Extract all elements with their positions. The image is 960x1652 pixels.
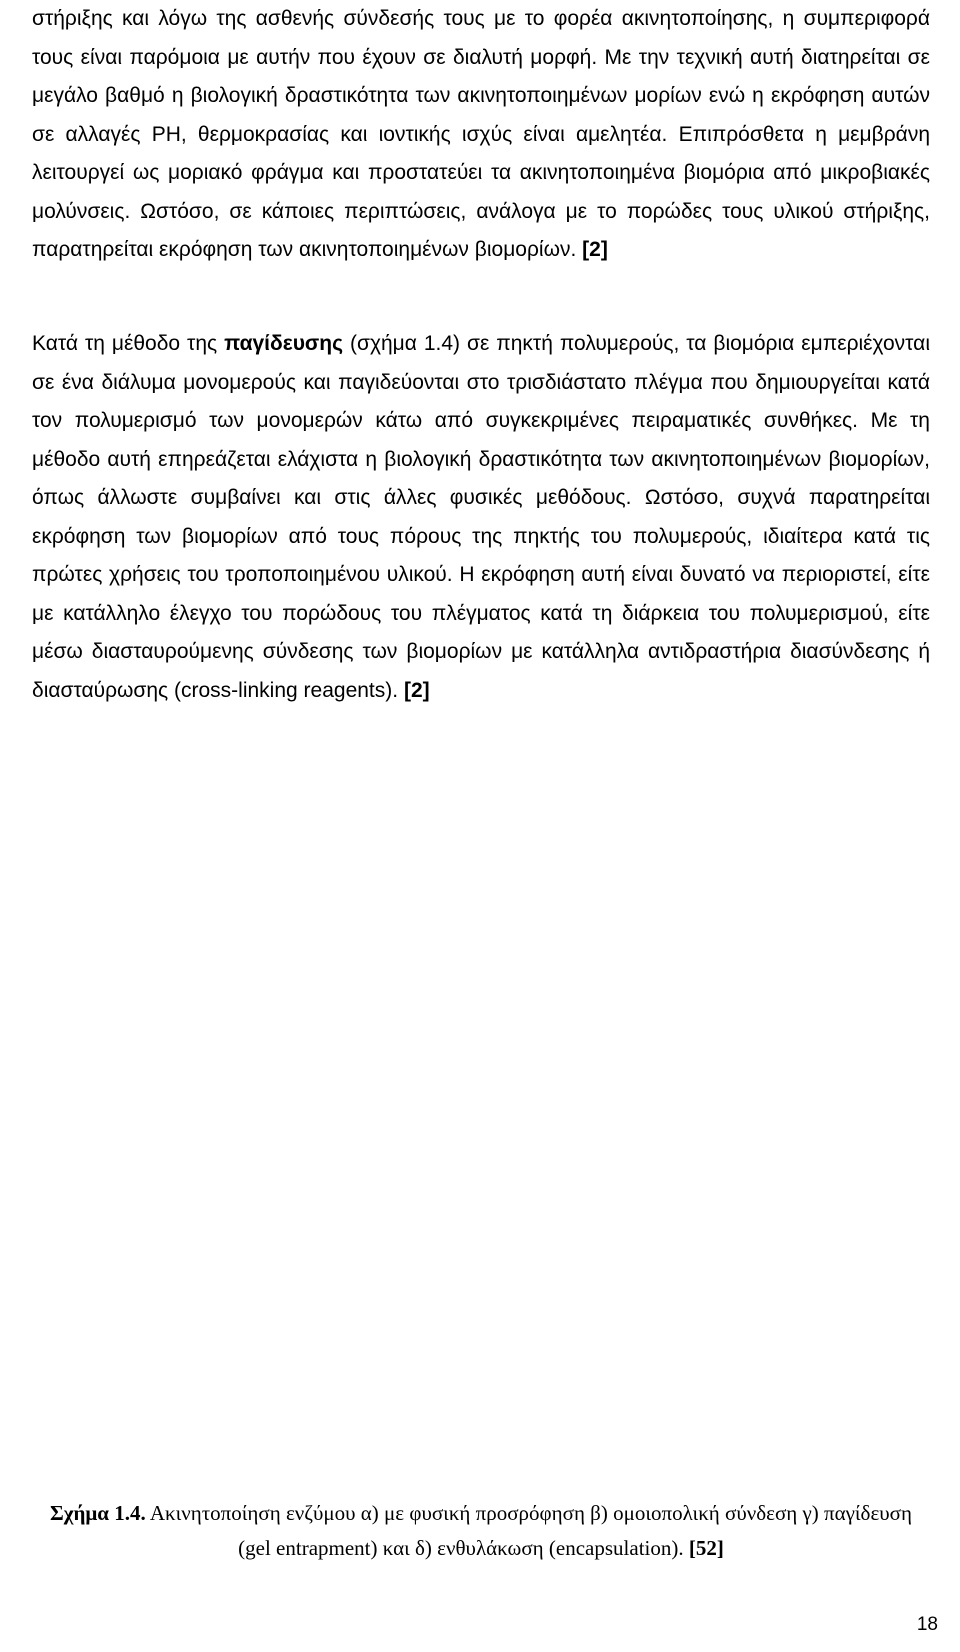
figure-caption-text: Ακινητοποίηση ενζύμου α) με φυσική προσρόφηση β) ομοιοπολική σύνδεση γ) παγίδευση (gel entrapment) και δ) ενθυλάκωση (encapsulation). — [149, 1501, 912, 1560]
figure-caption-label: Σχήμα 1.4. — [50, 1501, 146, 1525]
paragraph-membrane — [32, 0, 930, 270]
paragraph-entrapment — [32, 325, 930, 710]
paragraph-entrapment-text: (σχήμα 1.4) σε πηκτή πολυμερούς, τα βιομόρια εμπεριέχονται σε ένα διάλυμα μονομερούς και παγιδεύονται στο τρισδιάστατο πλέγμα που δημιουργείται κατά τον πολυμερισμό των μονομερών κάτω από συγκεκριμένες πειραματικές συνθήκες. Με τη μέθοδο αυτή επηρεάζεται ελάχιστα η βιολογική δραστικότητα των ακινητοποιημένων βιομορίων, όπως άλλωστε συμβαίνει και στις άλλες φυσικές μεθόδους. Ωστόσο, συχνά παρατηρείται εκρόφηση των βιομορίων από τους πόρους της πηκτής του πολυμερούς, ιδιαίτερα κατά τις πρώτες χρήσεις του τροποποιημένου υλικού. Η εκρόφηση αυτή είναι δυνατό να περιοριστεί, είτε με κατάλληλο έλεγχο του πορώδους του πλέγματος κατά τη διάρκεια του πολυμερισμού, είτε μέσω διασταυρούμενης σύνδεσης των βιομορίων με κατάλληλα αντιδραστήρια διασύνδεσης ή διασταύρωσης (cross-linking reagents). — [32, 332, 930, 702]
entrapment-term: παγίδευσης — [224, 332, 344, 355]
figure-caption — [32, 1496, 930, 1566]
figure-placeholder — [32, 810, 930, 1270]
caption-citation-ref: [52] — [688, 1536, 724, 1560]
page-number: 18 — [916, 1614, 938, 1635]
paragraph-membrane-text: στήριξης και λόγω της ασθενής σύνδεσής τους με το φορέα ακινητοποίησης, η συμπεριφορά τους είναι παρόμοια με αυτήν που έχουν σε διαλυτή μορφή. Με την τεχνική αυτή διατηρείται σε μεγάλο βαθμό η βιολογική δραστικότητα των ακινητοποιημένων μορίων ενώ η εκρόφηση αυτών σε αλλαγές PH, θερμοκρασίας και ιοντικής ισχύς είναι αμελητέα. Επιπρόσθετα η μεμβράνη λειτουργεί ως μοριακό φράγμα και προστατεύει τα ακινητοποιημένα βιομόρια από μικροβιακές μολύνσεις. Ωστόσο, σε κάποιες περιπτώσεις, ανάλογα με το πορώδες τους υλικού στήριξης, παρατηρείται εκρόφηση των ακινητοποιημένων βιομορίων. — [32, 7, 930, 261]
paragraph-entrapment-lead: Κατά τη μέθοδο της — [32, 332, 218, 355]
citation-ref: [2] — [582, 238, 608, 261]
citation-ref: [2] — [403, 678, 430, 702]
